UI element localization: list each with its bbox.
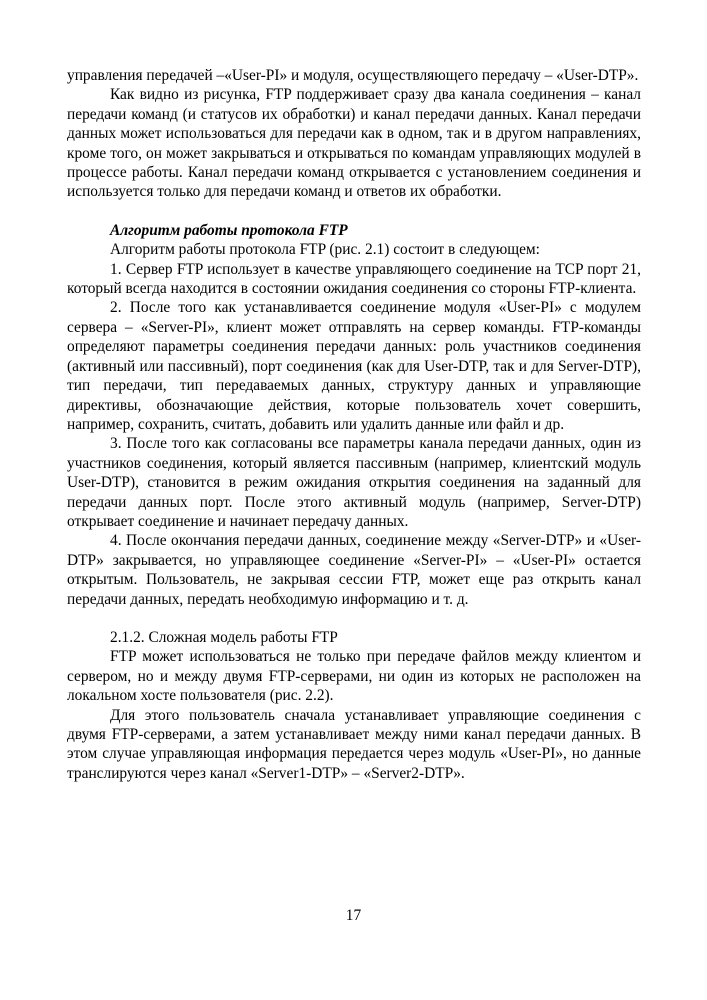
body-text: [67, 66, 641, 783]
complex-model-paragraph-1: FTP может использоваться не только при передаче файлов между клиентом и сервером, но и между двумя FTP-серверами, ни один из которых не расположен на локальном хосте пользователя (рис. 2.2).: [67, 648, 641, 705]
complex-model-paragraph-2: Для этого пользователь сначала устанавливает управляющие соединения с двумя FTP-серверами, а затем устанавливает между ними канал передачи данных. В этом случае управляющая информация передается через модуль «User-PI», но данные транслируются через канал «Server1-DTP» – «Server2-DTP».: [67, 706, 641, 782]
paragraph-channels: Как видно из рисунка, FTP поддерживает сразу два канала соединения – канал передачи команд (и статусов их обработки) и канал передачи данных. Канал передачи данных может использоваться для передачи как в одном, так и в другом направлениях, кроме того, он может закрываться и открываться по командам управляющих модулей в процессе работы. Канал передачи команд открывается с установлением соединения и используется только для передачи команд и ответов их обработки.: [67, 86, 641, 201]
algorithm-step-3: 3. После того как согласованы все параметры канала передачи данных, один из участников соединения, который является пассивным (например, клиентский модуль User-DTP), становится в режим ожидания открытия соединения на заданный для передачи данных порт. После этого активный модуль (например, Server-DTP) открывает соединение и начинает передачу данных.: [67, 435, 641, 530]
paragraph-continuation: управления передачей –«User-PI» и модуля, осуществляющего передачу – «User-DTP».: [67, 67, 639, 84]
algorithm-step-2: 2. После того как устанавливается соединение модуля «User-PI» с модулем сервера – «Server-PI», клиент может отправлять на сервер команды. FTP-команды определяют параметры соединения передачи данных: роль участников соединения (активный или пассивный), порт соединения (как для User-DTP, так и для Server-DTP), тип передачи, тип передаваемых данных, структуру данных и управляющие директивы, обозначающие действия, которые пользователь хочет совершить, например, сохранить, считать, добавить или удалить данные или файл и др.: [67, 299, 641, 433]
spacer: [67, 202, 641, 221]
section-heading-algorithm: Алгоритм работы протокола FTP: [110, 221, 348, 239]
page-number: 17: [345, 907, 362, 924]
algorithm-intro: Алгоритм работы протокола FTP (рис. 2.1) состоит в следующем:: [110, 241, 540, 259]
section-heading-complex-model: 2.1.2. Сложная модель работы FTP: [110, 628, 338, 646]
spacer: [67, 609, 641, 628]
algorithm-step-4: 4. После окончания передачи данных, соединение между «Server-DTP» и «User-DTP» закрывается, но управляющее соединение «Server-PI» – «User-PI» остается открытым. Пользователь, не закрывая сессии FTP, может еще раз открыть канал передачи данных, передать необходимую информацию и т. д.: [67, 532, 641, 608]
algorithm-step-1: 1. Сервер FTP использует в качестве управляющего соединение на TCP порт 21, который всегда находится в состоянии ожидания соединения со стороны FTP-клиента.: [67, 260, 641, 298]
